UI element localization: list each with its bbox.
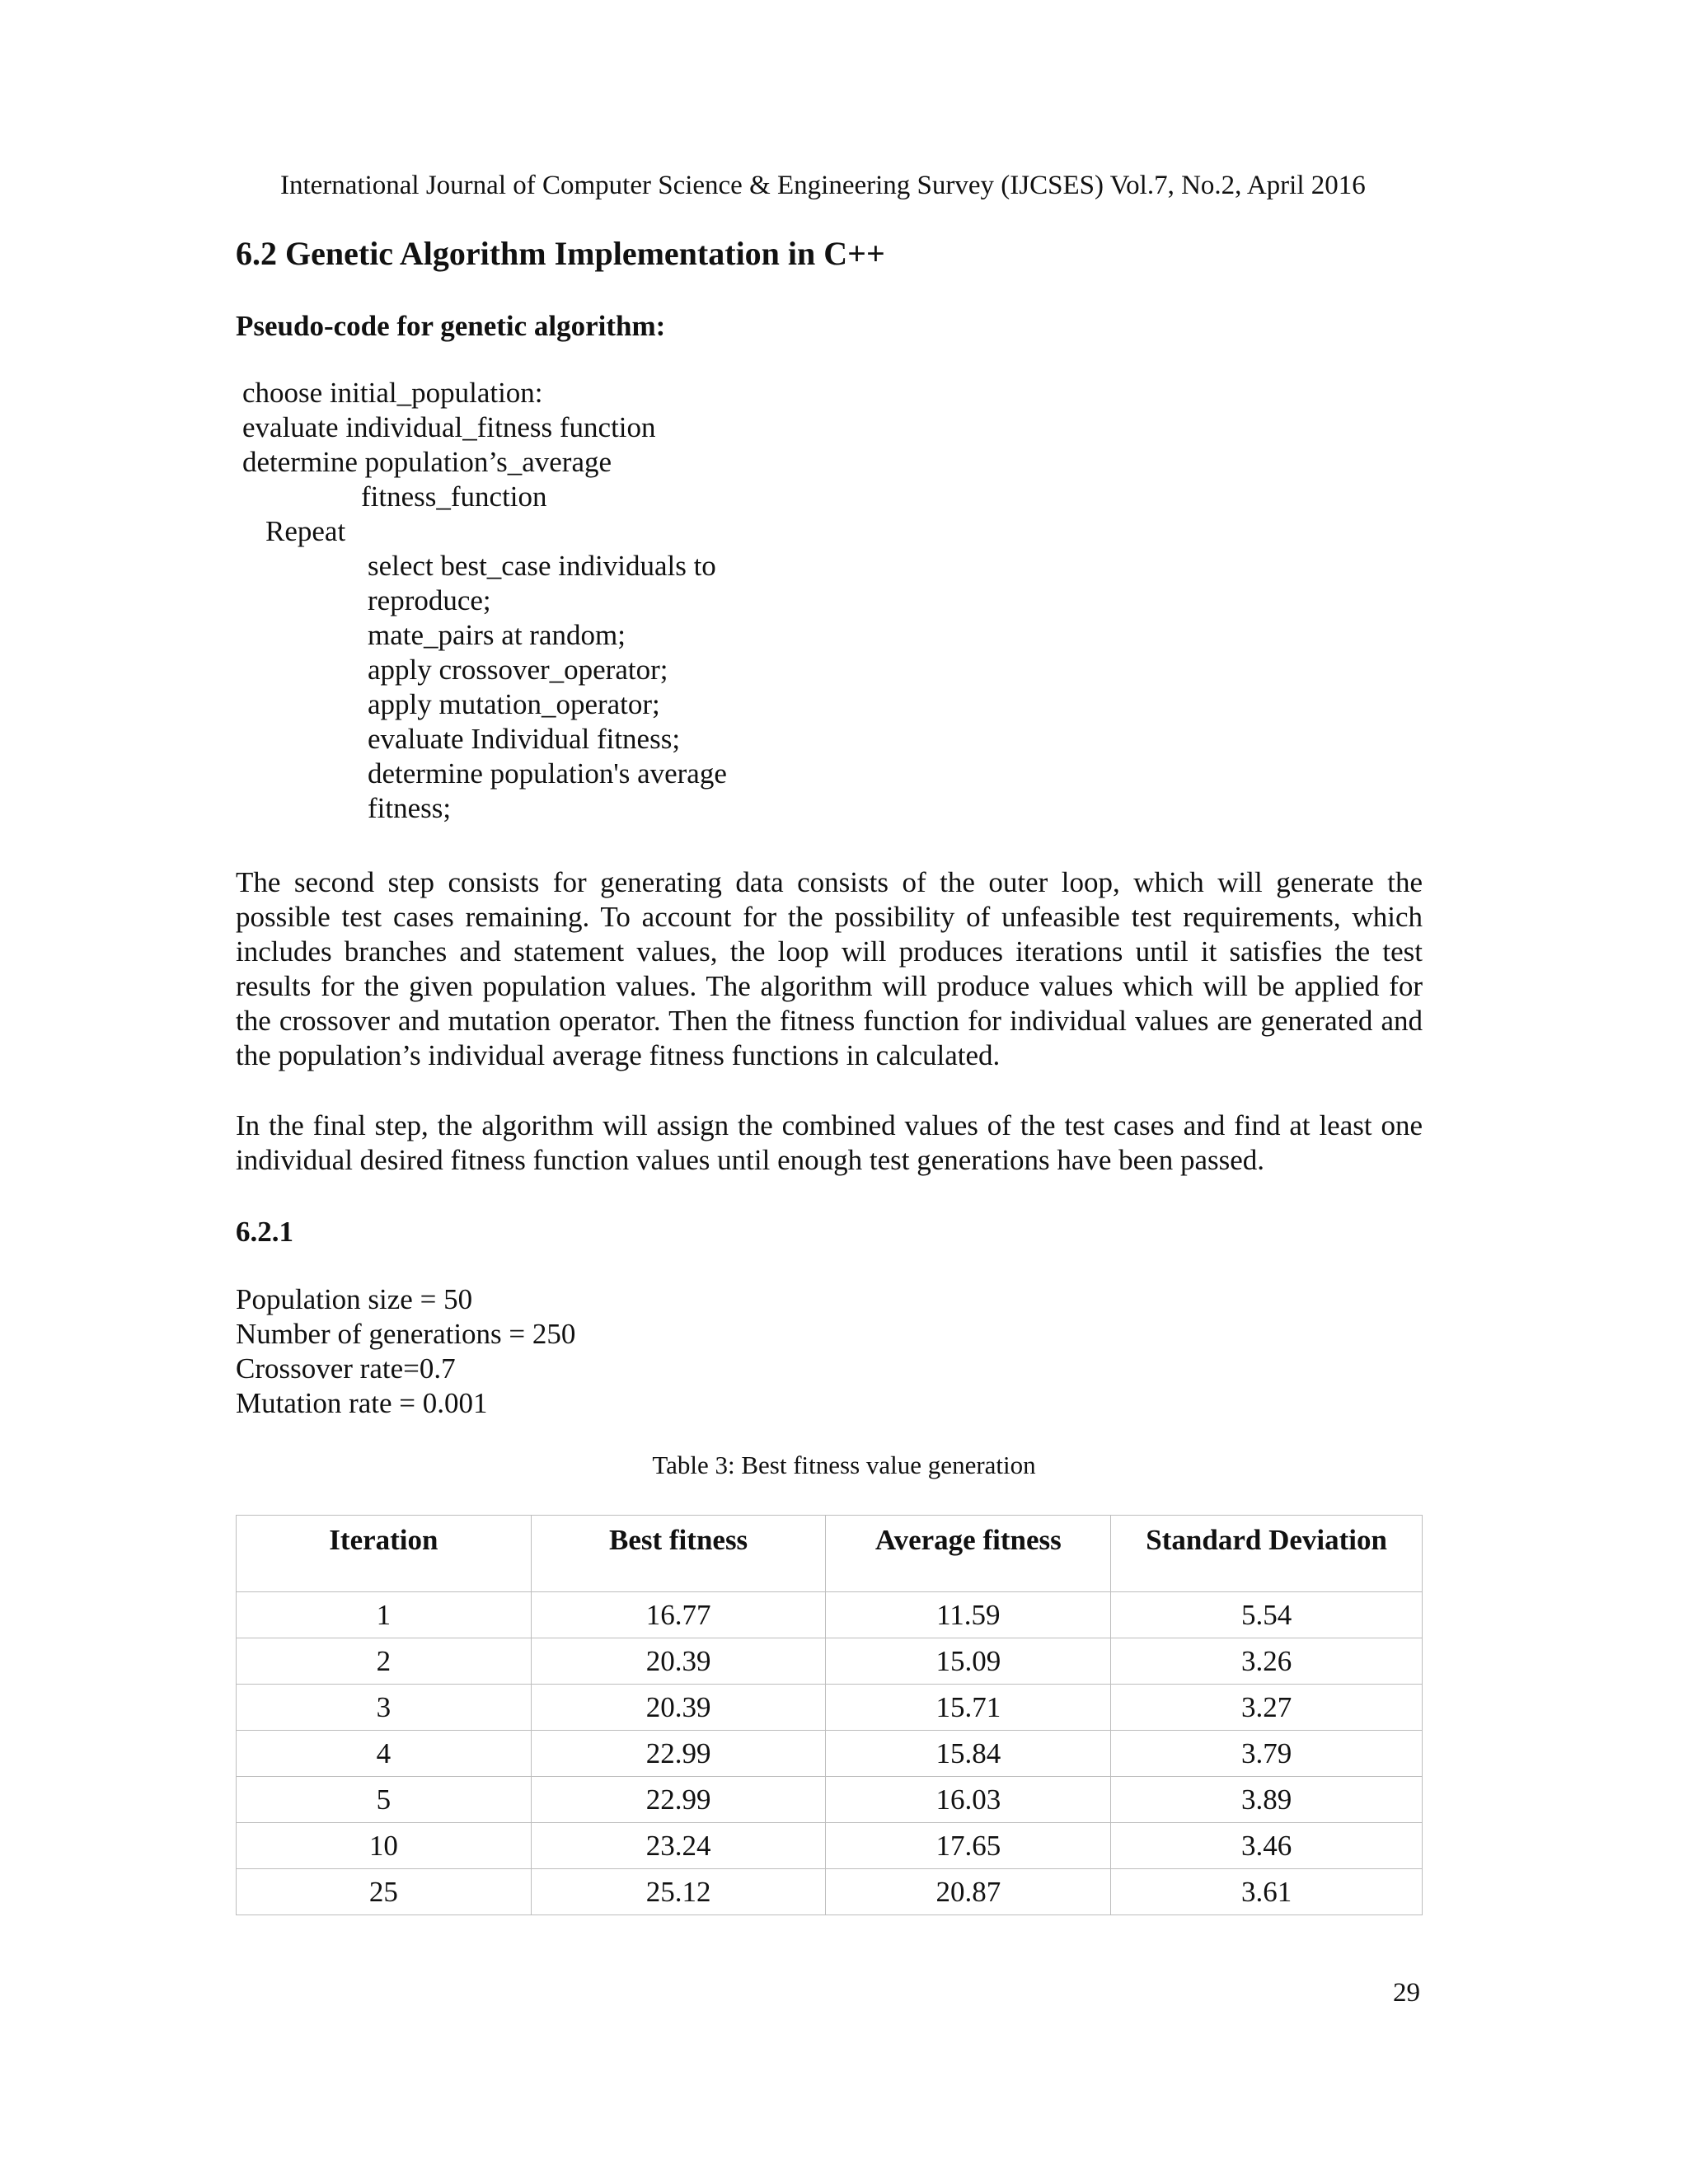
table-cell: 2 [237, 1638, 532, 1685]
table-cell: 15.09 [826, 1638, 1111, 1685]
pseudocode-heading: Pseudo-code for genetic algorithm: [236, 310, 666, 342]
pseudocode-line: select best_case individuals to [368, 550, 716, 582]
table-row [237, 1638, 1423, 1685]
table-row [237, 1869, 1423, 1915]
fitness-table [236, 1515, 1423, 1915]
pseudocode-line: evaluate Individual fitness; [368, 723, 681, 755]
table-cell: 4 [237, 1731, 532, 1777]
table-cell: 15.71 [826, 1685, 1111, 1731]
table-cell: 20.39 [531, 1685, 826, 1731]
pseudocode-line: fitness; [368, 792, 452, 824]
subsection-number: 6.2.1 [236, 1216, 293, 1248]
table-cell: 22.99 [531, 1731, 826, 1777]
table-header-row [237, 1516, 1423, 1592]
table-cell: 15.84 [826, 1731, 1111, 1777]
column-header: Best fitness [531, 1516, 826, 1592]
body-paragraph: The second step consists for generating data consists of the outer loop, which will generate the possible test cases remaining. To account for the possibility of unfeasible test requirements, which includes branches and statement values, the loop will produces iterations until it satisfies the test results for the given population values. The algorithm will produce values which will be applied for the crossover and mutation operator. Then the fitness function for individual values are generated and the population’s individual average fitness functions in calculated. [236, 866, 1423, 1071]
table-row [237, 1823, 1423, 1869]
table-cell: 16.03 [826, 1777, 1111, 1823]
pseudocode-line: reproduce; [368, 584, 491, 616]
table-cell: 25 [237, 1869, 532, 1915]
column-header: Standard Deviation [1111, 1516, 1423, 1592]
table-row [237, 1685, 1423, 1731]
parameter-line: Number of generations = 250 [236, 1318, 576, 1350]
table-cell: 20.87 [826, 1869, 1111, 1915]
column-header: Iteration [237, 1516, 532, 1592]
table-row [237, 1592, 1423, 1638]
pseudocode-line: determine population's average [368, 757, 727, 790]
table-caption: Table 3: Best fitness value generation [652, 1451, 1036, 1479]
table-cell: 3.46 [1111, 1823, 1423, 1869]
pseudocode-line: apply crossover_operator; [368, 654, 668, 686]
pseudocode-line: fitness_function [361, 480, 547, 513]
journal-header: International Journal of Computer Science & Engineering Survey (IJCSES) Vol.7, No.2, April 2016 [280, 171, 1366, 200]
table-cell: 10 [237, 1823, 532, 1869]
section-title: 6.2 Genetic Algorithm Implementation in C++ [236, 235, 885, 272]
table-cell: 3.27 [1111, 1685, 1423, 1731]
table-cell: 3.79 [1111, 1731, 1423, 1777]
parameter-list [236, 1282, 575, 1421]
table-cell: 22.99 [531, 1777, 826, 1823]
page-number: 29 [1393, 1978, 1420, 2008]
parameter-line: Population size = 50 [236, 1283, 473, 1315]
table-cell: 11.59 [826, 1592, 1111, 1638]
table-cell: 16.77 [531, 1592, 826, 1638]
table-cell: 3.61 [1111, 1869, 1423, 1915]
column-header: Average fitness [826, 1516, 1111, 1592]
pseudocode-line: evaluate individual_fitness function [242, 411, 656, 443]
table-cell: 17.65 [826, 1823, 1111, 1869]
table-cell: 23.24 [531, 1823, 826, 1869]
pseudocode-line: choose initial_population: [242, 377, 543, 409]
table-cell: 3 [237, 1685, 532, 1731]
table-cell: 20.39 [531, 1638, 826, 1685]
pseudocode-line: determine population’s_average [242, 446, 612, 478]
body-paragraph: In the final step, the algorithm will assign the combined values of the test cases and find at least one individual desired fitness function values until enough test generations have been passed. [236, 1109, 1423, 1176]
pseudocode-line: Repeat [265, 515, 346, 547]
table-row [237, 1731, 1423, 1777]
pseudocode-block [0, 376, 1688, 826]
table-cell: 3.26 [1111, 1638, 1423, 1685]
table-cell: 3.89 [1111, 1777, 1423, 1823]
table-row [237, 1777, 1423, 1823]
pseudocode-line: mate_pairs at random; [368, 619, 626, 651]
pseudocode-line: apply mutation_operator; [368, 688, 660, 720]
parameter-line: Crossover rate=0.7 [236, 1352, 456, 1385]
table-cell: 25.12 [531, 1869, 826, 1915]
parameter-line: Mutation rate = 0.001 [236, 1387, 488, 1419]
table-cell: 5.54 [1111, 1592, 1423, 1638]
table-cell: 1 [237, 1592, 532, 1638]
table-cell: 5 [237, 1777, 532, 1823]
